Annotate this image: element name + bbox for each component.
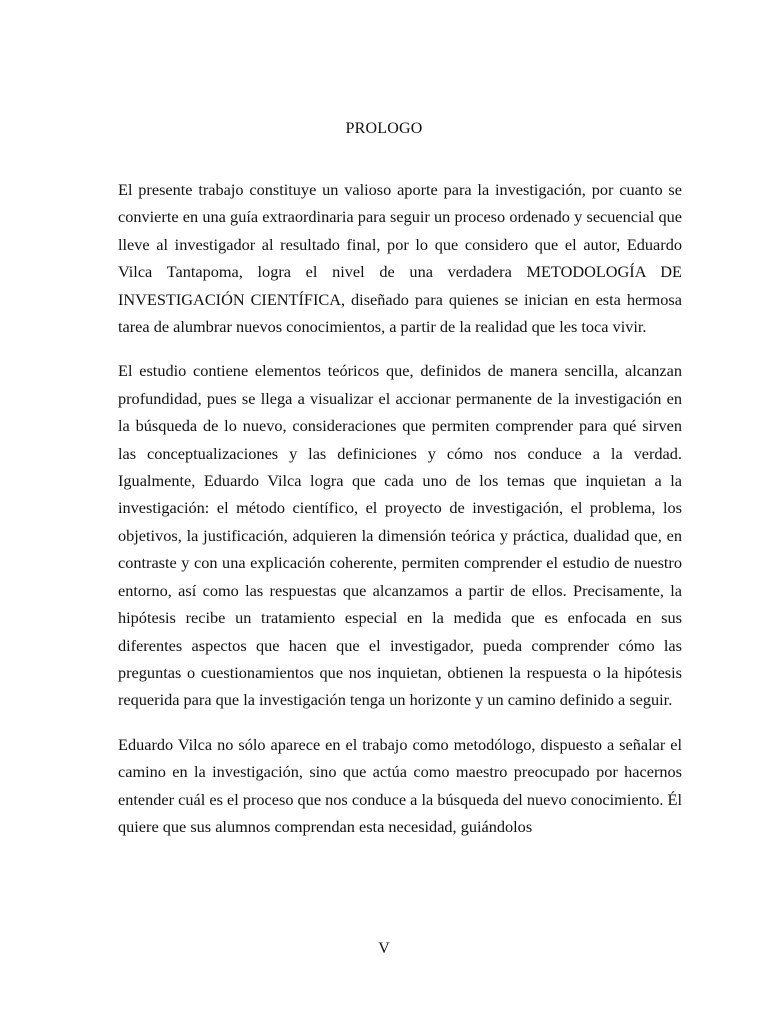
page-title: PROLOGO (345, 120, 423, 137)
paragraph-1: El presente trabajo constituye un valioso aporte para la investigación, por cuanto se convierte en una guía extraordinaria para seguir un proceso ordenado y secuencial que lleve al investigador al resultado final, por lo que considero que el autor, Eduardo Vilca Tantapoma, logra el nivel de una verdadera METODOLOGÍA DE INVESTIGACIÓN CIENTÍFICA, diseñado para quienes se inician en esta hermosa tarea de alumbrar nuevos conocimientos, a partir de la realidad que les toca vivir. (118, 180, 682, 337)
paragraph-2: El estudio contiene elementos teóricos que, definidos de manera sencilla, alcanzan profundidad, pues se llega a visualizar el accionar permanente de la investigación en la búsqueda de lo nuevo, consideraciones que permiten comprender para qué sirven las conceptualizaciones y las definiciones y cómo nos conduce a la verdad. Igualmente, Eduardo Vilca logra que cada uno de los temas que inquietan a la investigación: el método científico, el proyecto de investigación, el problema, los objetivos, la justificación, adquieren la dimensión teórica y práctica, dualidad que, en contraste y con una explicación coherente, permiten comprender el estudio de nuestro entorno, así como las respuestas que alcanzamos a partir de ellos. Precisamente, la hipótesis recibe un tratamiento especial en la medida que es enfocada en sus diferentes aspectos que hacen que el investigador, pueda comprender cómo las preguntas o cuestionamientos que nos inquietan, obtienen la respuesta o la hipótesis requerida para que la investigación tenga un horizonte y un camino definido a seguir. (118, 361, 682, 710)
paragraph-3: Eduardo Vilca no sólo aparece en el trabajo como metodólogo, dispuesto a señalar el camino en la investigación, sino que actúa como maestro preocupado por hacernos entender cuál es el proceso que nos conduce a la búsqueda del nuevo conocimiento. Él quiere que sus alumnos comprendan esta necesidad, guiándolos (118, 734, 682, 836)
page-number: V (378, 940, 390, 957)
document-body (118, 176, 682, 840)
